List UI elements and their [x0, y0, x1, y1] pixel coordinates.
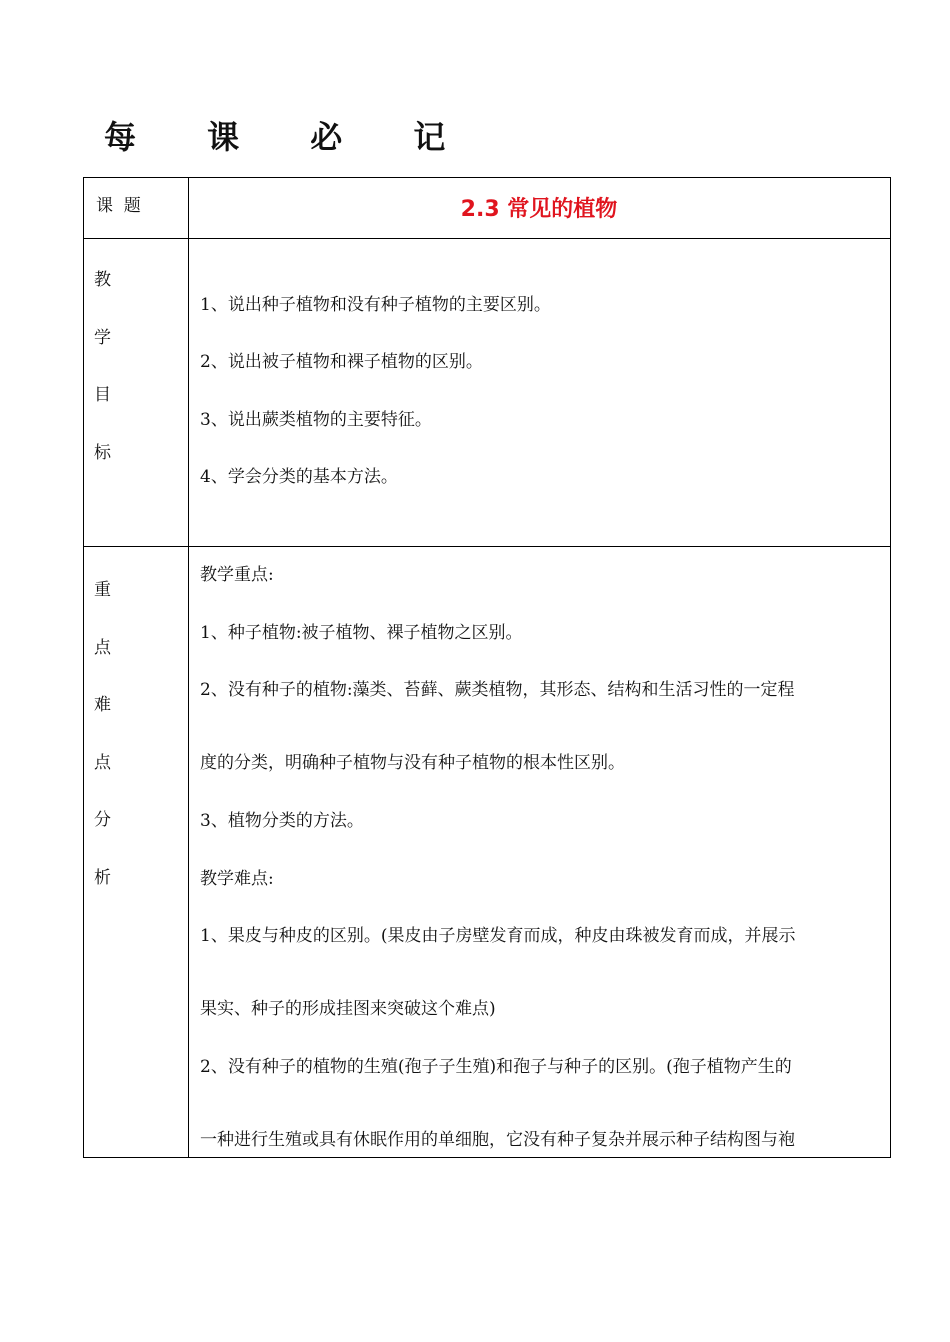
objectives-label-char: 目: [94, 385, 111, 405]
analysis-label-char: 点: [94, 752, 111, 773]
topic-label: 课 题: [96, 196, 141, 216]
analysis-line: 2、没有种子的植物的生殖(孢子子生殖)和孢子与种子的区别。(孢子植物产生的: [200, 1057, 792, 1077]
objectives-label-char: 学: [94, 327, 111, 348]
document-title: 每 课 必 记: [104, 118, 476, 156]
lesson-subject: 2.3 常见的植物: [460, 197, 618, 222]
row-divider-1: [84, 238, 890, 239]
lesson-table: [83, 177, 891, 1158]
analysis-line: 一种进行生殖或具有休眠作用的单细胞，它没有种子复杂并展示种子结构图与袍: [200, 1130, 795, 1150]
objective-item: 4、学会分类的基本方法。: [200, 467, 398, 487]
analysis-line: 2、没有种子的植物:藻类、苔藓、蕨类植物，其形态、结构和生活习性的一定程: [200, 680, 795, 700]
analysis-label-char: 析: [94, 867, 111, 888]
objective-item: 1、说出种子植物和没有种子植物的主要区别。: [200, 295, 551, 315]
analysis-line: 果实、种子的形成挂图来突破这个难点): [200, 999, 496, 1019]
objectives-label-char: 教: [94, 270, 111, 290]
analysis-label-char: 点: [94, 637, 111, 658]
objectives-label: [94, 269, 116, 499]
difficulties-heading: 教学难点:: [200, 869, 274, 889]
analysis-label-char: 重: [94, 580, 111, 600]
analysis-label: [94, 579, 116, 924]
objective-item: 3、说出蕨类植物的主要特征。: [200, 410, 432, 430]
analysis-label-char: 难: [94, 695, 111, 715]
key-points-heading: 教学重点:: [200, 565, 274, 585]
column-divider: [188, 178, 189, 1157]
analysis-line: 1、果皮与种皮的区别。(果皮由子房壁发育而成，种皮由珠被发育而成，并展示: [200, 926, 796, 946]
row-divider-2: [84, 546, 890, 547]
objectives-label-char: 标: [94, 442, 111, 463]
analysis-label-char: 分: [94, 810, 111, 830]
analysis-line: 1、种子植物:被子植物、裸子植物之区别。: [200, 623, 523, 643]
analysis-line: 度的分类，明确种子植物与没有种子植物的根本性区别。: [200, 753, 625, 773]
analysis-line: 3、植物分类的方法。: [200, 811, 364, 831]
objective-item: 2、说出被子植物和裸子植物的区别。: [200, 352, 483, 372]
